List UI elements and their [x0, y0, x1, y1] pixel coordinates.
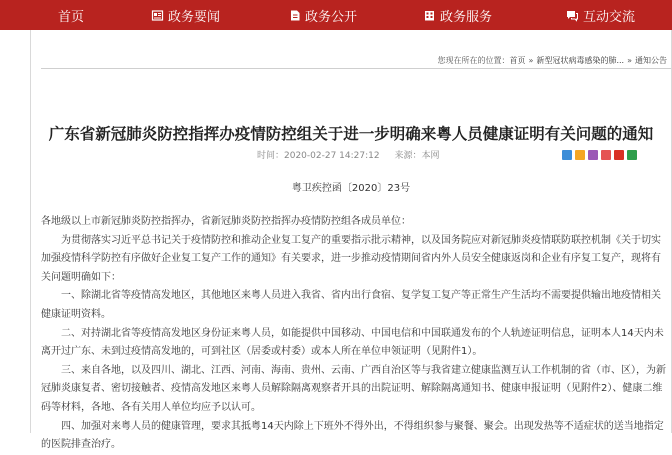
- breadcrumb-topic-link[interactable]: 新型冠状病毒感染的肺...: [536, 56, 625, 65]
- share-more-icon[interactable]: [627, 150, 637, 160]
- content-frame: [30, 30, 672, 451]
- breadcrumb-separator: »: [627, 56, 632, 65]
- nav-interact-link[interactable]: [566, 0, 635, 30]
- breadcrumb-home-link[interactable]: 首页: [509, 56, 526, 65]
- nav-news-link[interactable]: [152, 0, 220, 30]
- breadcrumb: [438, 55, 667, 66]
- share-toolbar: [559, 150, 637, 160]
- share-people-icon[interactable]: [614, 150, 624, 160]
- building-icon: [424, 10, 435, 21]
- nav-news-label: 政务要闻: [168, 9, 221, 25]
- article-title: 广东省新冠肺炎防控指挥办疫情防控组关于进一步明确来粤人员健康证明有关问题的通知: [48, 125, 654, 143]
- news-icon: [152, 10, 163, 21]
- nav-public-label: 政务公开: [305, 9, 358, 25]
- chat-icon: [566, 10, 578, 21]
- top-navbar: [0, 0, 672, 30]
- share-weixin-icon[interactable]: [575, 150, 585, 160]
- article-paragraph: 二、对持湖北省等疫情高发地区身份证来粤人员，如能提供中国移动、中国电信和中国联通发布的个人轨迹证明信息，证明本人14天内未离开过广东、未到过疫情高发地的，可到社区（居委或村委）或本人所在单位申领证明（见附件1）。: [41, 327, 664, 358]
- nav-service-label: 政务服务: [440, 9, 493, 25]
- breadcrumb-prefix: 您现在所在的位置：: [437, 56, 510, 65]
- article-time: 时间：2020-02-27 14:27:12: [257, 151, 380, 161]
- article-salutation: 各地级以上市新冠肺炎防控指挥办，省新冠肺炎防控指挥办疫情防控组各成员单位：: [41, 216, 411, 227]
- breadcrumb-notice-link[interactable]: 通知公告: [635, 56, 667, 65]
- article-paragraph: 三、来自各地，以及四川、湖北、江西、河南、海南、贵州、云南、广西自治区等与我省建立健康监测互认工作机制的省（市、区），为新冠肺炎康复者、密切接触者、疫情高发地区来粤人员解除隔离观察者开具的出院证明、解除隔离通知书、健康申报证明（见附件2）、健康二维码等材料，各地、各有关用人单位均应予以认可。: [41, 364, 666, 413]
- share-renren-icon[interactable]: [601, 150, 611, 160]
- article-source: 来源：本网: [394, 151, 440, 161]
- article-paragraph: 一、除湖北省等疫情高发地区，其他地区来粤人员进入我省、省内出行食宿、复学复工复产等正常生产生活均不需要提供输出地疫情相关健康证明资料。: [41, 290, 661, 320]
- nav-home-link[interactable]: [58, 0, 84, 30]
- article-paragraph: 四、加强对来粤人员的健康管理，要求其抵粤14天内除上下班外不得外出，不得组织参与聚餐、聚会。出现发热等不适症状的送当地指定的医院排查治疗。: [41, 420, 664, 451]
- document-number: 粤卫疾控函〔2020〕23号: [291, 183, 411, 194]
- article-body: [41, 213, 666, 455]
- share-tsina-icon[interactable]: [588, 150, 598, 160]
- breadcrumb-divider: [41, 68, 671, 69]
- nav-interact-label: 互动交流: [583, 9, 636, 25]
- article-paragraph: 为贯彻落实习近平总书记关于疫情防控和推动企业复工复产的重要指示批示精神，以及国务院应对新冠肺炎疫情联防联控机制《关于切实加强疫情科学防控有序做好企业复工复产工作的通知》有关要求，进一步推动疫情期间省内外人员安全健康返岗和企业有序复工复产，现将有关问题明确如下：: [41, 234, 661, 283]
- document-icon: [290, 10, 300, 21]
- nav-public-link[interactable]: [290, 0, 357, 30]
- breadcrumb-separator: »: [528, 56, 534, 65]
- nav-service-link[interactable]: [424, 0, 492, 30]
- article-meta: [257, 148, 451, 161]
- nav-home-label: 首页: [58, 9, 85, 25]
- share-qzone-icon[interactable]: [562, 150, 572, 160]
